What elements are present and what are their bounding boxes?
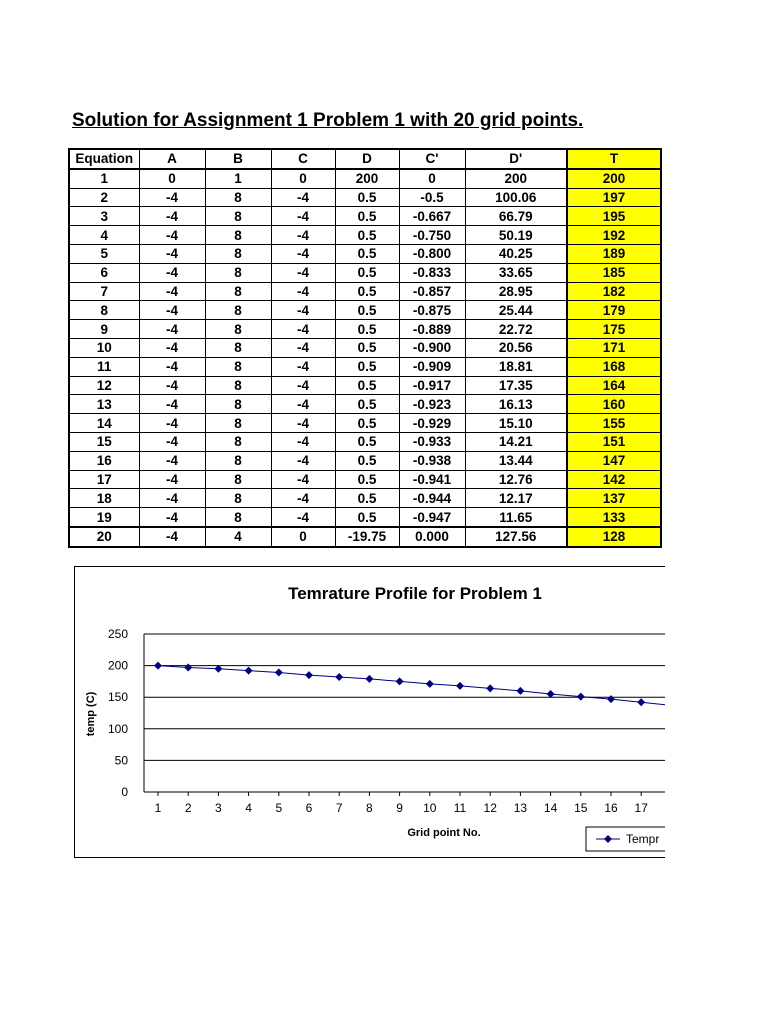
y-axis-label: temp (C)	[85, 691, 97, 737]
table-cell: 4	[69, 226, 139, 245]
temperature-cell: 137	[567, 489, 661, 508]
table-cell: 18.81	[465, 357, 567, 376]
column-header-t: T	[567, 149, 661, 169]
temperature-cell: 128	[567, 527, 661, 547]
table-cell: 8	[205, 338, 271, 357]
table-cell: 2	[69, 188, 139, 207]
y-tick-label: 250	[107, 627, 128, 641]
temperature-cell: 179	[567, 301, 661, 320]
table-row	[69, 207, 661, 226]
legend	[586, 827, 665, 851]
table-cell: -4	[139, 207, 205, 226]
table-cell: -4	[271, 432, 335, 451]
temperature-cell: 192	[567, 226, 661, 245]
temperature-cell: 147	[567, 451, 661, 470]
table-body	[69, 169, 661, 547]
table-cell: 33.65	[465, 263, 567, 282]
table-cell: 200	[465, 169, 567, 188]
table-cell: 0.5	[335, 470, 399, 489]
table-cell: -4	[139, 395, 205, 414]
table-cell: 22.72	[465, 320, 567, 339]
table-cell: -4	[139, 188, 205, 207]
table-cell: -0.923	[399, 395, 465, 414]
table-cell: -0.750	[399, 226, 465, 245]
table-cell: 0.5	[335, 508, 399, 527]
column-header-col-1: A	[139, 149, 205, 169]
table-row	[69, 357, 661, 376]
table-cell: 0.5	[335, 301, 399, 320]
table-cell: -0.947	[399, 508, 465, 527]
table-cell: 15	[69, 432, 139, 451]
table-cell: -4	[139, 338, 205, 357]
table-cell: -4	[139, 357, 205, 376]
table-cell: 4	[205, 527, 271, 547]
table-cell: -0.938	[399, 451, 465, 470]
table-cell: -4	[271, 470, 335, 489]
column-header-col-4: D	[335, 149, 399, 169]
data-point	[305, 671, 313, 679]
table-cell: -4	[139, 244, 205, 263]
table-cell: -4	[139, 527, 205, 547]
table-cell: -4	[271, 357, 335, 376]
temperature-cell: 197	[567, 188, 661, 207]
table-cell: 0.5	[335, 320, 399, 339]
table-cell: 8	[205, 414, 271, 433]
table-cell: -0.917	[399, 376, 465, 395]
table-row	[69, 320, 661, 339]
data-point	[516, 687, 524, 695]
data-point	[245, 667, 253, 675]
temperature-cell: 185	[567, 263, 661, 282]
table-cell: -4	[271, 226, 335, 245]
table-cell: -0.833	[399, 263, 465, 282]
table-cell: 0.5	[335, 376, 399, 395]
table-cell: 0.5	[335, 338, 399, 357]
x-tick-label: 8	[366, 801, 373, 815]
table-cell: -0.857	[399, 282, 465, 301]
table-cell: 11.65	[465, 508, 567, 527]
table-cell: 11	[69, 357, 139, 376]
temperature-chart	[75, 567, 665, 857]
table-cell: 9	[69, 320, 139, 339]
table-cell: 0	[271, 527, 335, 547]
table-cell: 0.000	[399, 527, 465, 547]
table-cell: 127.56	[465, 527, 567, 547]
page-title: Solution for Assignment 1 Problem 1 with 20 grid points.	[72, 110, 584, 131]
data-point	[365, 675, 373, 683]
table-cell: -4	[271, 301, 335, 320]
x-tick-label: 11	[453, 801, 467, 815]
table-row	[69, 263, 661, 282]
temperature-cell: 195	[567, 207, 661, 226]
x-tick-label: 5	[275, 801, 283, 815]
x-tick-label: 12	[483, 801, 497, 815]
x-tick-label: 15	[574, 801, 588, 815]
temperature-cell: 189	[567, 244, 661, 263]
y-tick-label: 50	[114, 753, 128, 768]
x-tick-label: 10	[423, 801, 437, 815]
table-cell: -4	[271, 320, 335, 339]
table-cell: 1	[205, 169, 271, 188]
x-tick-label: 17	[634, 801, 648, 815]
data-point	[637, 698, 645, 706]
table-cell: 6	[69, 263, 139, 282]
solution-table	[68, 148, 662, 548]
temperature-cell: 164	[567, 376, 661, 395]
chart-title: Temrature Profile for Problem 1	[288, 584, 542, 603]
table-cell: -0.900	[399, 338, 465, 357]
table-cell: 25.44	[465, 301, 567, 320]
table-cell: -4	[271, 451, 335, 470]
table-cell: 200	[335, 169, 399, 188]
table-cell: 16	[69, 451, 139, 470]
table-cell: 0	[271, 169, 335, 188]
table-row	[69, 376, 661, 395]
table-cell: 0.5	[335, 282, 399, 301]
temperature-cell: 171	[567, 338, 661, 357]
table-cell: 0.5	[335, 207, 399, 226]
table-cell: 8	[205, 451, 271, 470]
table-cell: -4	[271, 489, 335, 508]
table-cell: 12.17	[465, 489, 567, 508]
column-header-col-6: D'	[465, 149, 567, 169]
data-point	[456, 682, 464, 690]
table-cell: -4	[139, 263, 205, 282]
data-point	[335, 673, 343, 681]
table-cell: -4	[139, 414, 205, 433]
table-cell: 15.10	[465, 414, 567, 433]
table-row	[69, 226, 661, 245]
table-cell: 0.5	[335, 263, 399, 282]
data-point	[275, 669, 283, 677]
table-cell: -4	[271, 188, 335, 207]
table-cell: -0.929	[399, 414, 465, 433]
table-header-row	[69, 149, 661, 169]
column-header-col-5: C'	[399, 149, 465, 169]
table-cell: -4	[139, 282, 205, 301]
table-cell: 16.13	[465, 395, 567, 414]
table-cell: -4	[271, 376, 335, 395]
table-row	[69, 414, 661, 433]
table-cell: -4	[139, 470, 205, 489]
table-cell: 0.5	[335, 489, 399, 508]
table-cell: 28.95	[465, 282, 567, 301]
table-cell: -4	[139, 301, 205, 320]
table-row	[69, 527, 661, 547]
table-cell: -4	[271, 508, 335, 527]
x-tick-label: 13	[513, 801, 528, 815]
table-row	[69, 508, 661, 527]
table-cell: 50.19	[465, 226, 567, 245]
table-cell: 0.5	[335, 414, 399, 433]
table-cell: 7	[69, 282, 139, 301]
table-cell: -4	[271, 338, 335, 357]
table-cell: 10	[69, 338, 139, 357]
table-cell: -4	[271, 244, 335, 263]
table-cell: -4	[139, 376, 205, 395]
table-cell: -4	[139, 432, 205, 451]
table-cell: 8	[205, 320, 271, 339]
table-cell: -0.5	[399, 188, 465, 207]
temperature-cell: 182	[567, 282, 661, 301]
temperature-cell: 168	[567, 357, 661, 376]
table-row	[69, 395, 661, 414]
temperature-cell: 200	[567, 169, 661, 188]
table-cell: 0	[139, 169, 205, 188]
table-cell: -4	[271, 282, 335, 301]
table-cell: 18	[69, 489, 139, 508]
legend-label: Tempr	[626, 832, 660, 846]
table-cell: 100.06	[465, 188, 567, 207]
temperature-cell: 133	[567, 508, 661, 527]
table-cell: 17	[69, 470, 139, 489]
table-row	[69, 169, 661, 188]
y-tick-label: 0	[121, 785, 128, 799]
table-row	[69, 451, 661, 470]
table-row	[69, 432, 661, 451]
table-cell: -4	[139, 451, 205, 470]
table-cell: 12.76	[465, 470, 567, 489]
table-cell: -4	[139, 226, 205, 245]
table-cell: 8	[205, 357, 271, 376]
data-point	[426, 680, 434, 688]
y-tick-label: 100	[107, 721, 128, 736]
tick-labels	[108, 627, 648, 815]
column-header-equation: Equation	[69, 149, 139, 169]
column-header-col-2: B	[205, 149, 271, 169]
table-cell: 8	[205, 207, 271, 226]
x-tick-label: 4	[245, 801, 252, 815]
table-cell: 13	[69, 395, 139, 414]
table-cell: 0.5	[335, 395, 399, 414]
y-tick-label: 200	[107, 658, 128, 673]
data-point	[577, 693, 585, 701]
series-line	[158, 666, 665, 712]
table-cell: 20.56	[465, 338, 567, 357]
temperature-cell: 142	[567, 470, 661, 489]
table-cell: -0.944	[399, 489, 465, 508]
table-cell: 8	[205, 301, 271, 320]
table-cell: 66.79	[465, 207, 567, 226]
data-point	[154, 662, 162, 670]
table-cell: 0.5	[335, 432, 399, 451]
table-cell: 5	[69, 244, 139, 263]
temperature-cell: 160	[567, 395, 661, 414]
x-tick-label: 1	[154, 801, 162, 815]
chart-container	[74, 566, 665, 858]
x-tick-label: 6	[305, 801, 313, 815]
table-row	[69, 338, 661, 357]
table-row	[69, 470, 661, 489]
table-cell: 8	[205, 432, 271, 451]
table-cell: 8	[205, 489, 271, 508]
table-cell: 8	[205, 282, 271, 301]
table-cell: 8	[205, 244, 271, 263]
table-cell: 8	[205, 226, 271, 245]
table-cell: -0.941	[399, 470, 465, 489]
table-cell: 8	[205, 263, 271, 282]
table-cell: -0.889	[399, 320, 465, 339]
table-cell: -4	[139, 489, 205, 508]
x-tick-label: 16	[604, 801, 618, 815]
table-row	[69, 301, 661, 320]
data-point	[486, 684, 494, 692]
table-row	[69, 489, 661, 508]
table-row	[69, 244, 661, 263]
table-cell: -0.667	[399, 207, 465, 226]
temperature-cell: 155	[567, 414, 661, 433]
table-cell: -0.933	[399, 432, 465, 451]
x-axis-label: Grid point No.	[407, 827, 481, 839]
table-cell: -4	[271, 414, 335, 433]
table-cell: -0.800	[399, 244, 465, 263]
table-cell: -4	[139, 320, 205, 339]
table-cell: 0.5	[335, 188, 399, 207]
data-point	[607, 695, 615, 703]
table-cell: -4	[271, 395, 335, 414]
table-cell: -0.909	[399, 357, 465, 376]
table-cell: -4	[271, 207, 335, 226]
table-cell: -0.875	[399, 301, 465, 320]
table-row	[69, 282, 661, 301]
table-cell: 1	[69, 169, 139, 188]
table-cell: 8	[69, 301, 139, 320]
data-point	[184, 663, 192, 671]
table-cell: 13.44	[465, 451, 567, 470]
table-row	[69, 188, 661, 207]
table-cell: 0.5	[335, 244, 399, 263]
x-tick-label: 9	[396, 801, 403, 815]
column-header-col-3: C	[271, 149, 335, 169]
table-cell: 0	[399, 169, 465, 188]
table-cell: 0.5	[335, 451, 399, 470]
table-cell: 12	[69, 376, 139, 395]
table-cell: 17.35	[465, 376, 567, 395]
gridlines	[144, 634, 665, 796]
table-cell: 8	[205, 470, 271, 489]
x-tick-label: 7	[335, 801, 343, 815]
table-cell: 8	[205, 395, 271, 414]
table-cell: 14.21	[465, 432, 567, 451]
series-tempr	[154, 662, 665, 712]
table-cell: -4	[271, 263, 335, 282]
data-point	[396, 677, 404, 685]
table-cell: 8	[205, 188, 271, 207]
table-cell: 3	[69, 207, 139, 226]
table-cell: -4	[139, 508, 205, 527]
temperature-cell: 151	[567, 432, 661, 451]
table-cell: 0.5	[335, 226, 399, 245]
x-tick-label: 14	[543, 801, 558, 815]
table-cell: 8	[205, 376, 271, 395]
table-cell: -19.75	[335, 527, 399, 547]
y-tick-label: 150	[107, 690, 128, 705]
table-cell: 20	[69, 527, 139, 547]
x-tick-label: 3	[215, 801, 222, 815]
table-cell: 19	[69, 508, 139, 527]
table-cell: 14	[69, 414, 139, 433]
x-tick-label: 2	[184, 801, 192, 815]
temperature-cell: 175	[567, 320, 661, 339]
table-cell: 8	[205, 508, 271, 527]
table-cell: 40.25	[465, 244, 567, 263]
table-cell: 0.5	[335, 357, 399, 376]
